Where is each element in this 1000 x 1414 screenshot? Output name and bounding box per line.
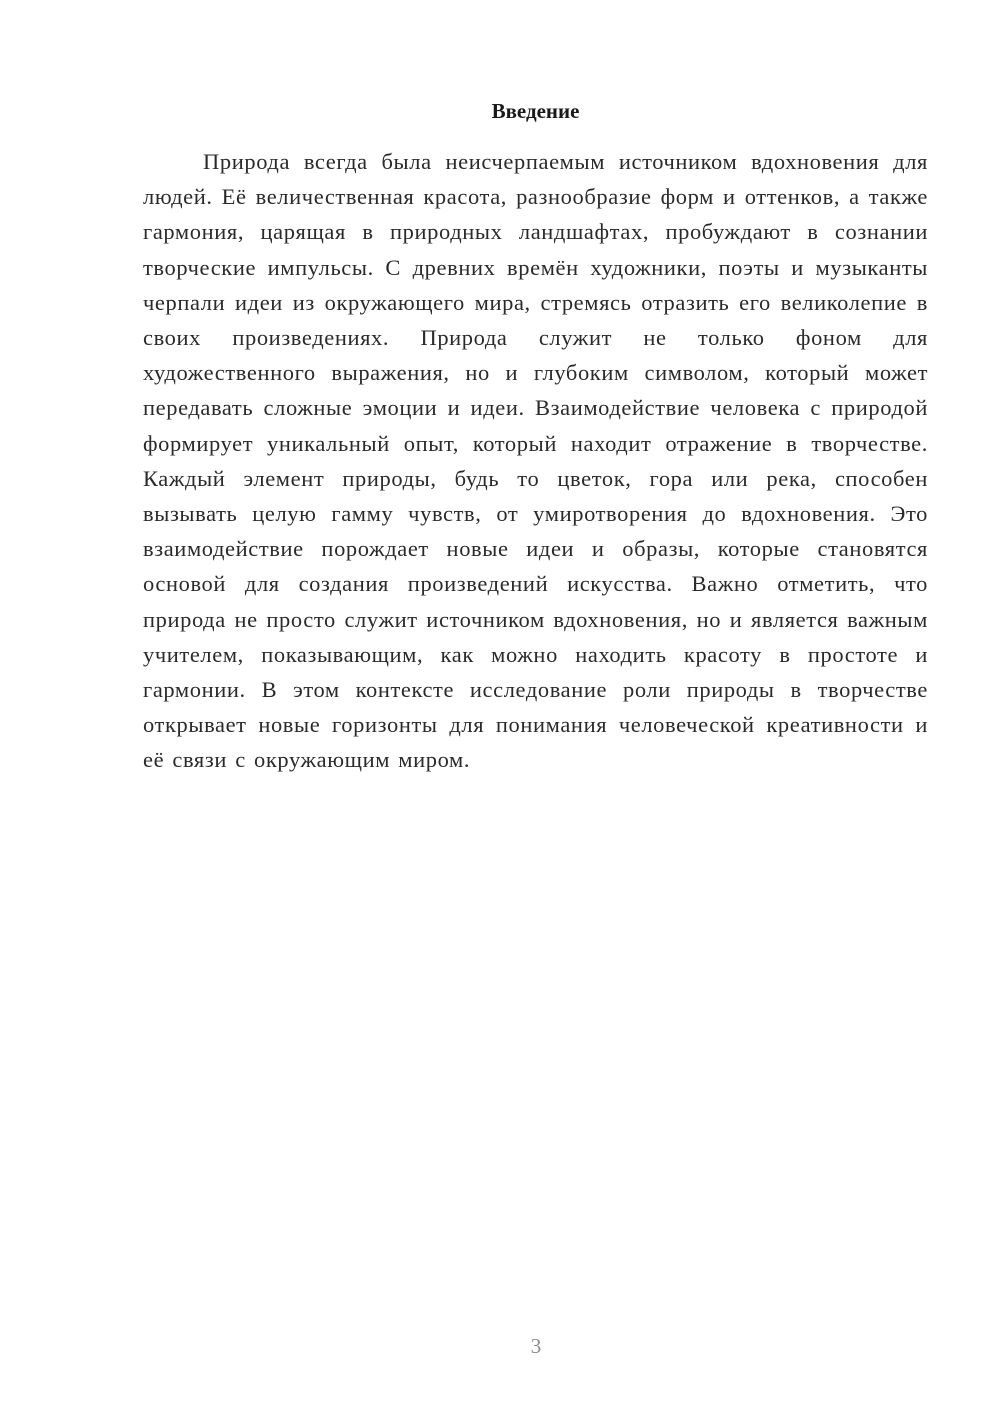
body-paragraph: Природа всегда была неисчерпаемым источником вдохновения для людей. Её величественная красота, разнообразие форм и оттенков, а также гармония, царящая в природных ландшафтах, пробуждают в сознании творческие импульсы. С древних времён художники, поэты и музыканты черпали идеи из окружающего мира, стремясь отразить его великолепие в своих произведениях. Природа служит не только фоном для художественного выражения, но и глубоким символом, который может передавать сложные эмоции и идеи. Взаимодействие человека с природой формирует уникальный опыт, который находит отражение в творчестве. Каждый элемент природы, будь то цветок, гора или река, способен вызывать целую гамму чувств, от умиротворения до вдохновения. Это взаимодействие порождает новые идеи и образы, которые становятся основой для создания произведений искусства. Важно отметить, что природа не просто служит источником вдохновения, но и является важным учителем, показывающим, как можно находить красоту в простоте и гармонии. В этом контексте исследование роли природы в творчестве открывает новые горизонты для понимания человеческой креативности и её связи с окружающим миром. (143, 149, 928, 773)
section-heading: Введение (491, 99, 580, 123)
page-number: 3 (530, 1334, 542, 1358)
